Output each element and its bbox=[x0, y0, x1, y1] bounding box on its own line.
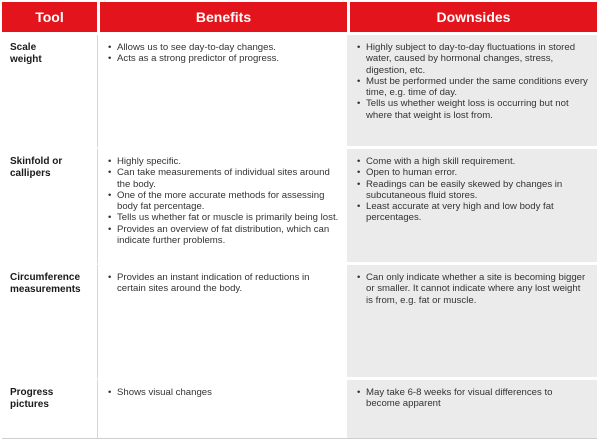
downsides-cell bbox=[347, 149, 597, 265]
list-item: • Acts as a strong predictor of progress. bbox=[108, 53, 339, 64]
tool-name: Circumference measurements bbox=[10, 272, 81, 295]
list-item: • Tells us whether weight loss is occurring but not where that weight is lost from. bbox=[357, 98, 589, 121]
benefits-list bbox=[108, 42, 339, 65]
tool-cell bbox=[2, 380, 97, 439]
list-item: • Can take measurements of individual sites around the body. bbox=[108, 167, 339, 190]
list-item: • May take 6-8 weeks for visual differences to become apparent bbox=[357, 387, 589, 410]
benefits-list bbox=[108, 156, 339, 246]
tool-name: Scale weight bbox=[10, 42, 42, 65]
tool-name: Progress pictures bbox=[10, 387, 54, 410]
header-benefits: Benefits bbox=[97, 2, 347, 32]
list-item: • Open to human error. bbox=[357, 167, 589, 178]
list-item: • Provides an instant indication of reductions in certain sites around the body. bbox=[108, 272, 339, 295]
header-downsides: Downsides bbox=[347, 2, 597, 32]
tool-cell bbox=[2, 149, 97, 265]
header-tool: Tool bbox=[2, 2, 97, 32]
benefits-list bbox=[108, 387, 339, 398]
comparison-table bbox=[2, 2, 597, 439]
tool-name: Skinfold or callipers bbox=[10, 156, 63, 179]
list-item: • Must be performed under the same conditions every time, e.g. time of day. bbox=[357, 76, 589, 99]
benefits-cell bbox=[97, 149, 347, 265]
list-item: • Come with a high skill requirement. bbox=[357, 156, 589, 167]
benefits-cell bbox=[97, 35, 347, 149]
benefits-cell bbox=[97, 265, 347, 380]
benefits-cell bbox=[97, 380, 347, 439]
list-item: • Tells us whether fat or muscle is primarily being lost. bbox=[108, 212, 339, 223]
list-item: • Highly subject to day-to-day fluctuations in stored water, caused by hormonal changes, stress, digestion, etc. bbox=[357, 42, 589, 76]
downsides-list bbox=[357, 42, 589, 121]
downsides-list bbox=[357, 156, 589, 224]
list-item: • Least accurate at very high and low body fat percentages. bbox=[357, 201, 589, 224]
list-item: • Shows visual changes bbox=[108, 387, 339, 398]
downsides-cell bbox=[347, 380, 597, 439]
downsides-list bbox=[357, 387, 589, 410]
list-item: • Allows us to see day-to-day changes. bbox=[108, 42, 339, 53]
benefits-list bbox=[108, 272, 339, 295]
list-item: • Provides an overview of fat distribution, which can indicate further problems. bbox=[108, 224, 339, 247]
downsides-cell bbox=[347, 265, 597, 380]
tool-cell bbox=[2, 35, 97, 149]
list-item: • Highly specific. bbox=[108, 156, 339, 167]
list-item: • Can only indicate whether a site is becoming bigger or smaller. It cannot indicate where any lost weight is from, e.g. fat or muscle. bbox=[357, 272, 589, 306]
list-item: • Readings can be easily skewed by changes in subcutaneous fluid stores. bbox=[357, 179, 589, 202]
downsides-list bbox=[357, 272, 589, 306]
downsides-cell bbox=[347, 35, 597, 149]
list-item: • One of the more accurate methods for assessing body fat percentage. bbox=[108, 190, 339, 213]
tool-cell bbox=[2, 265, 97, 380]
